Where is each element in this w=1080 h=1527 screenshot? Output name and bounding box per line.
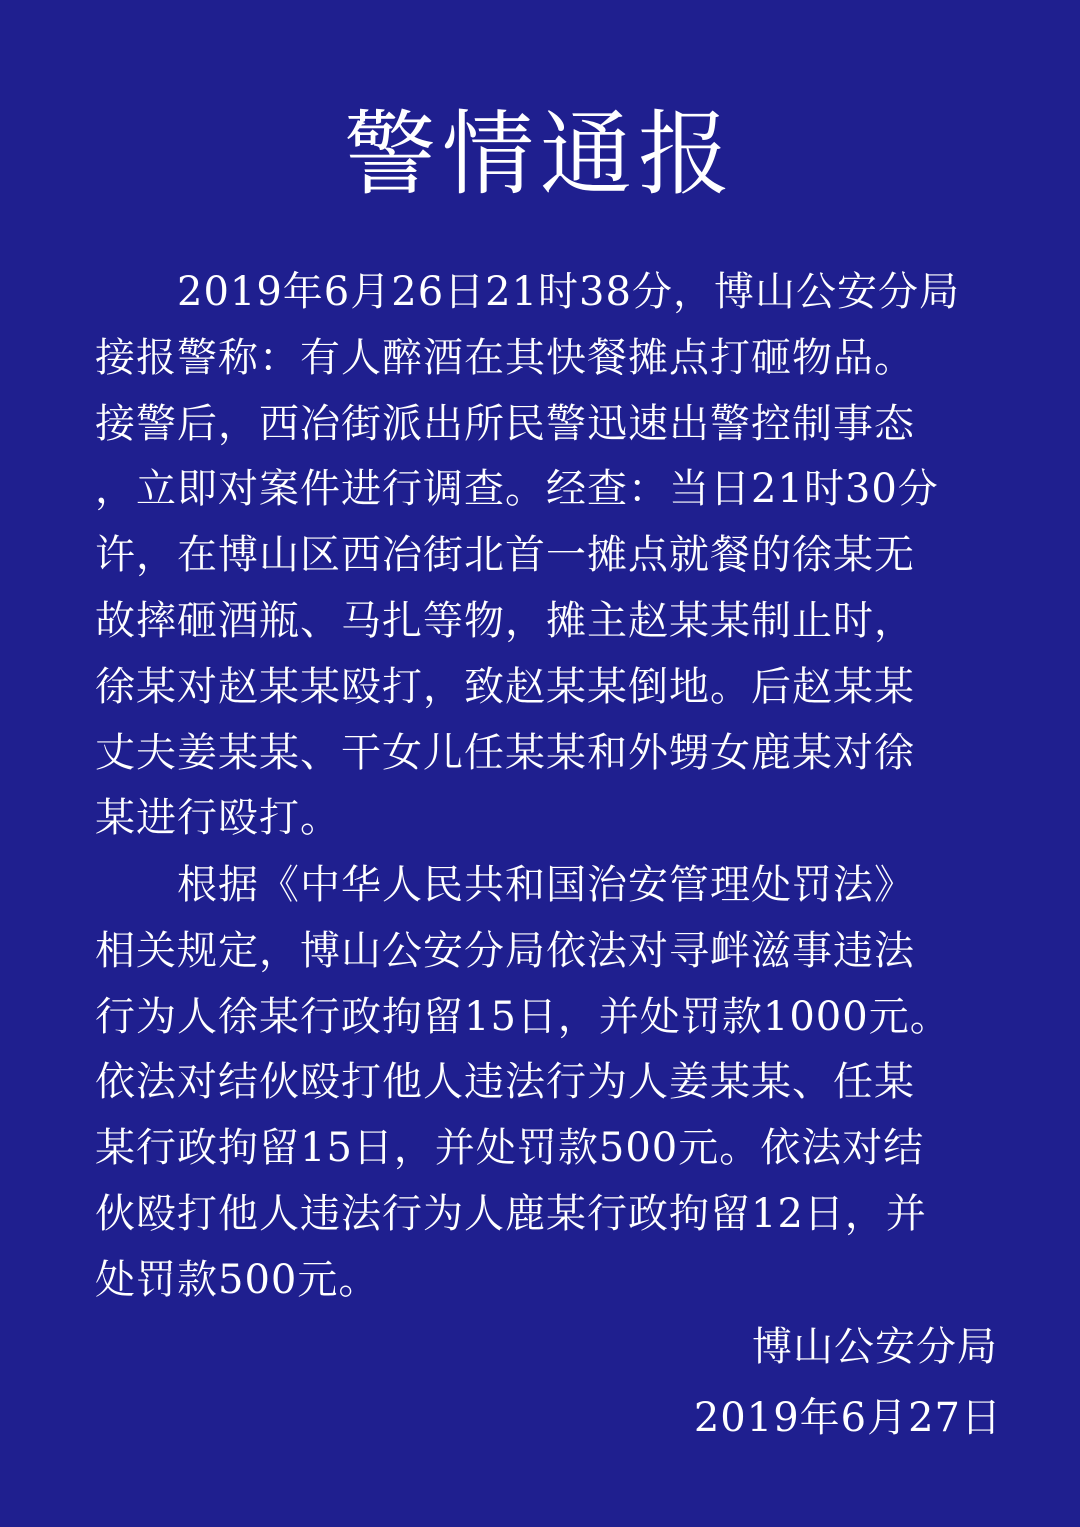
- notice-paragraph-incident: 2019年6月26日21时38分，博山公安分局 接报警称：有人醉酒在其快餐摊点打砸物品。 接警后，西冶街派出所民警迅速出警控制事态 ，立即对案件进行调查。经查：当日21时30分 许，在博山区西冶街北首一摊点就餐的徐某无 故摔砸酒瓶、马扎等物，摊主赵某某制止时， 徐某对赵某某殴打，致赵某某倒地。后赵某某 丈夫姜某某、干女儿任某某和外甥女鹿某对徐 某进行殴打。: [95, 269, 960, 842]
- signature-organization: 博山公安分局: [752, 1324, 998, 1370]
- notice-paragraph-penalty: 根据《中华人民共和国治安管理处罚法》 相关规定，博山公安分局依法对寻衅滋事违法 行为人徐某行政拘留15日，并处罚款1000元。 依法对结伙殴打他人违法行为人姜某某、任某 某行政拘留15日，并处罚款500元。依法对结 伙殴打他人违法行为人鹿某行政拘留12日，并 处罚款500元。: [95, 862, 951, 1303]
- signature-date: 2019年6月27日: [693, 1395, 1002, 1441]
- notice-title: 警情通报: [343, 101, 736, 208]
